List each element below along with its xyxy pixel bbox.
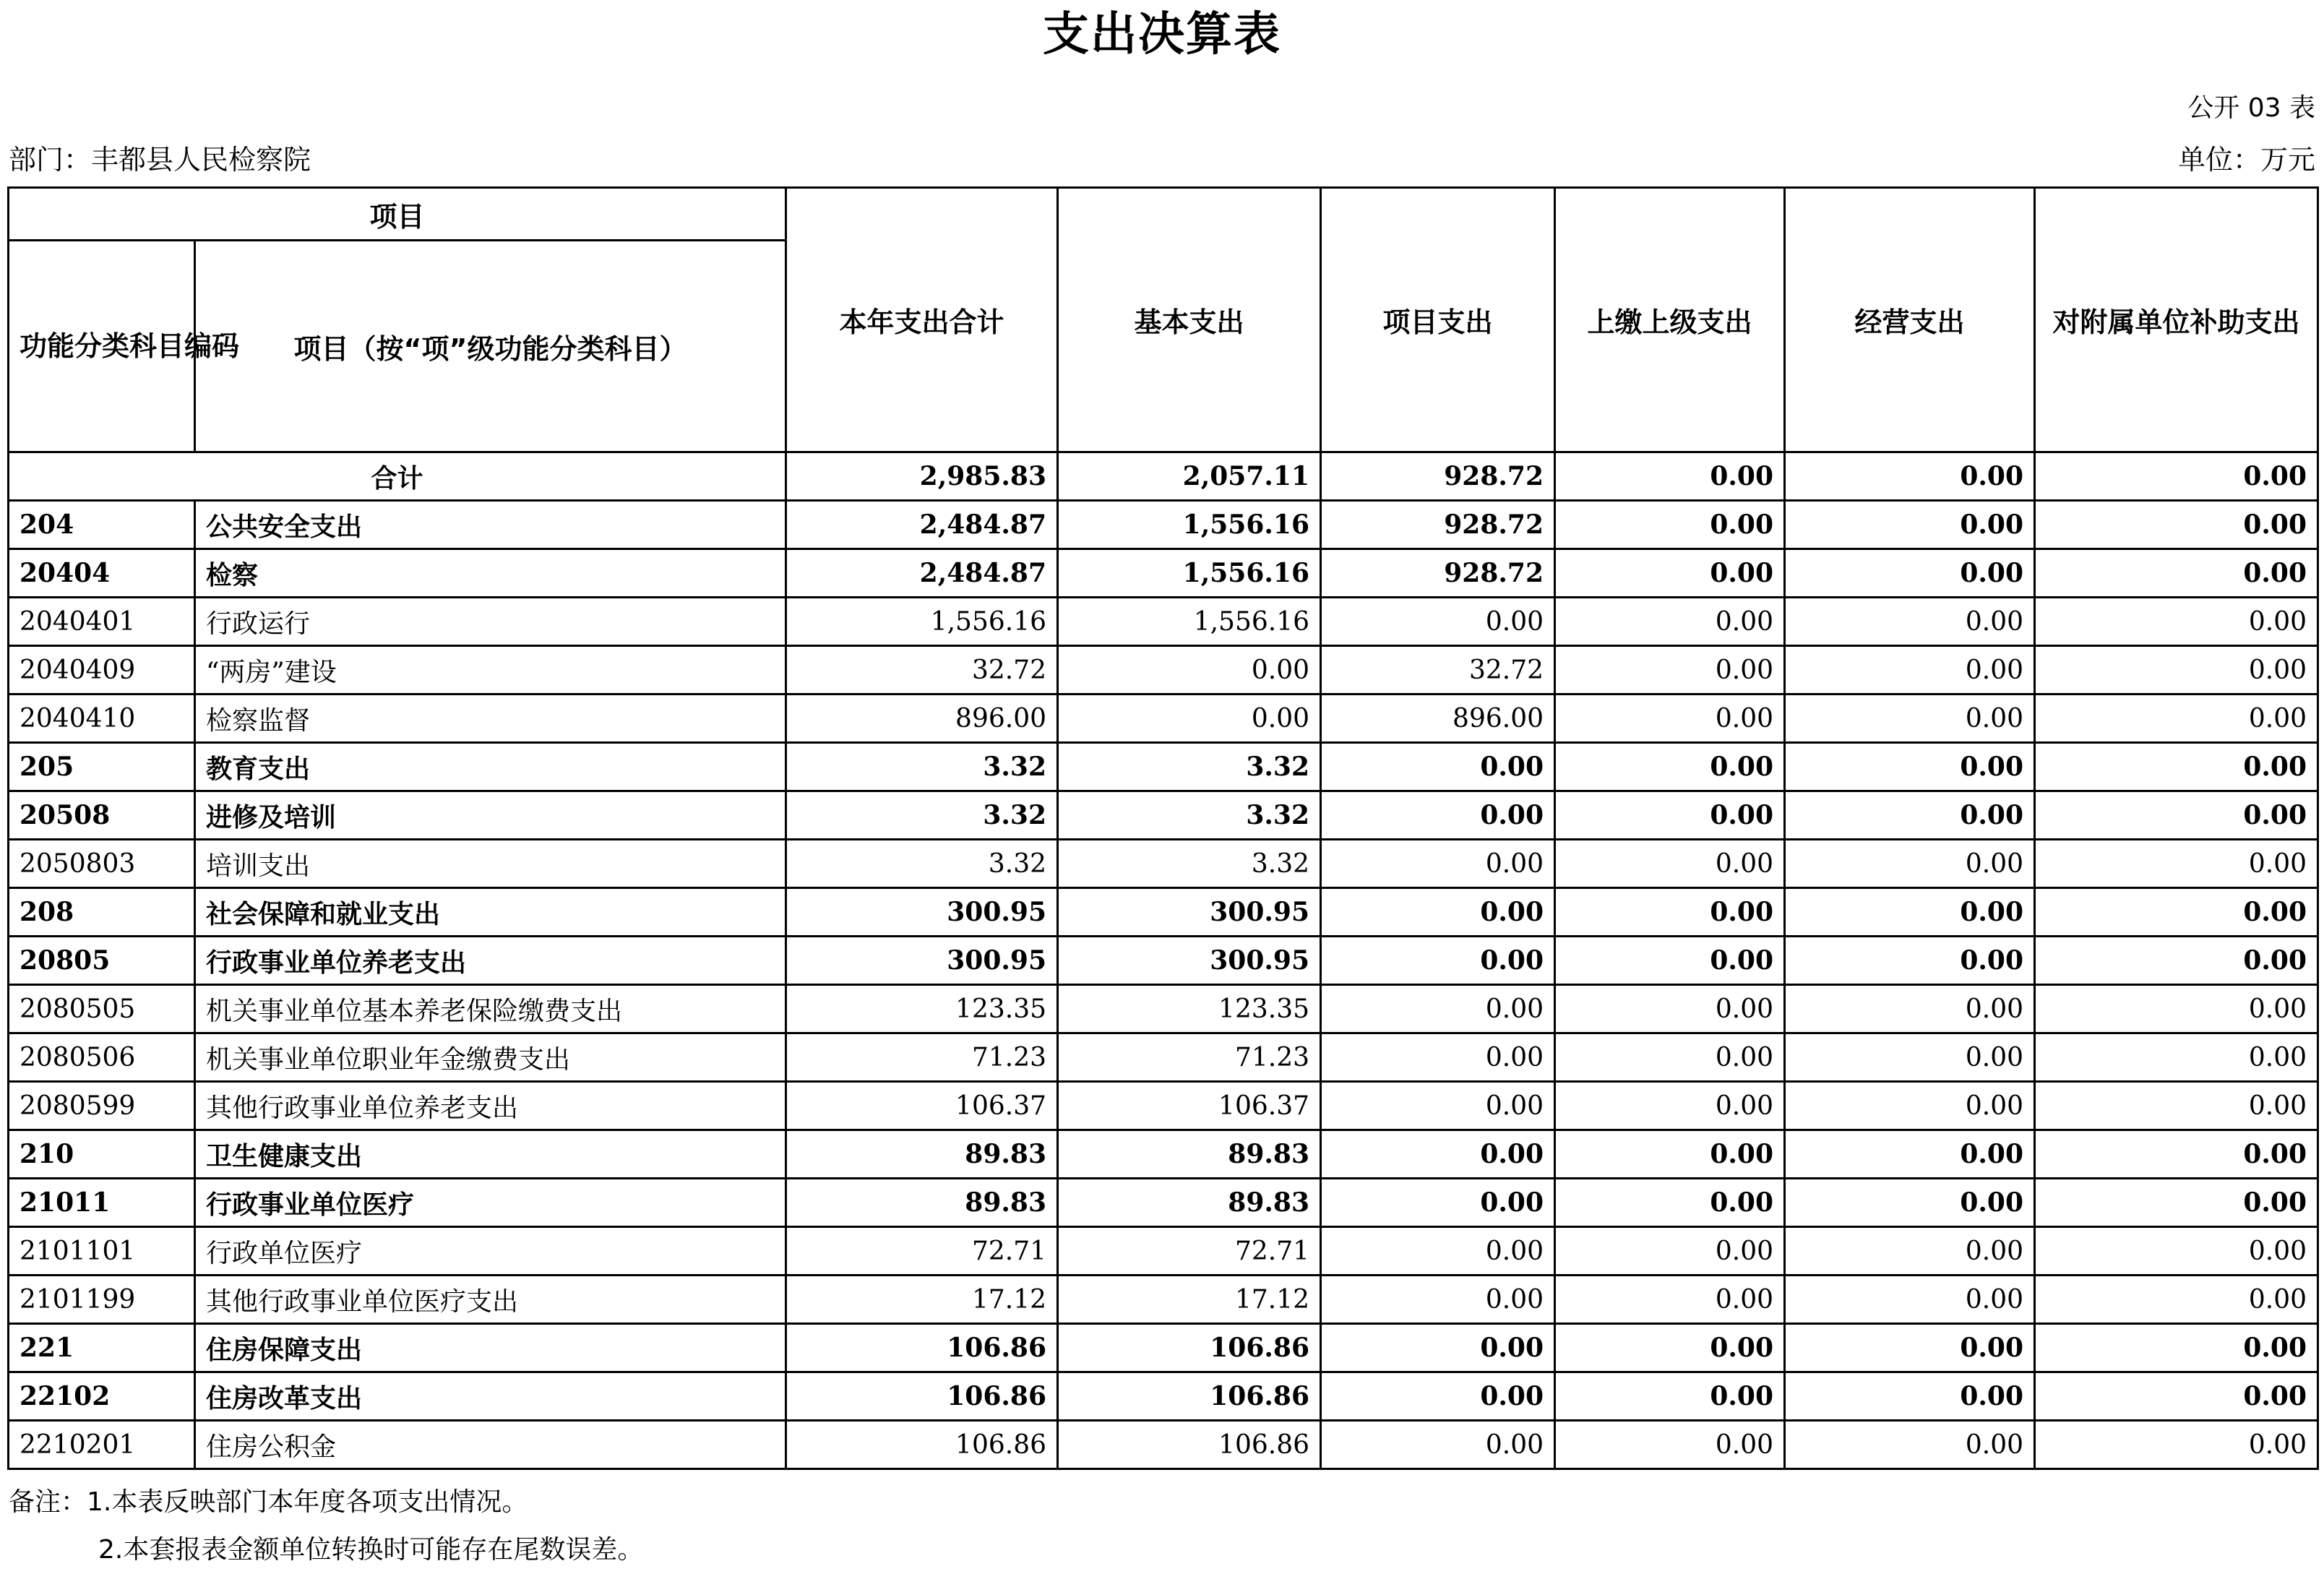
- table-row: [9, 501, 2318, 549]
- code-cell: 2080505: [9, 985, 195, 1033]
- value-cell: 0.00: [2035, 598, 2318, 646]
- value-cell: 0.00: [1785, 743, 2035, 791]
- value-cell: 0.00: [2035, 888, 2318, 937]
- table-row: [9, 1033, 2318, 1082]
- value-cell: 0.00: [1321, 1130, 1555, 1179]
- value-cell: 3.32: [1058, 743, 1321, 791]
- value-cell: 0.00: [1785, 646, 2035, 694]
- total-cell: 0.00: [1785, 452, 2035, 501]
- code-cell: 2040409: [9, 646, 195, 694]
- code-cell: 2101199: [9, 1276, 195, 1324]
- value-cell: 0.00: [1321, 1324, 1555, 1372]
- value-cell: 0.00: [1785, 694, 2035, 743]
- value-cell: 0.00: [2035, 549, 2318, 598]
- value-cell: 0.00: [1555, 791, 1785, 840]
- code-cell: 210: [9, 1130, 195, 1179]
- value-cell: 0.00: [1321, 1082, 1555, 1130]
- value-cell: 0.00: [1785, 791, 2035, 840]
- value-cell: 3.32: [786, 840, 1058, 888]
- table-row: [9, 1372, 2318, 1421]
- value-cell: 0.00: [1555, 985, 1785, 1033]
- value-cell: 106.37: [1058, 1082, 1321, 1130]
- value-cell: 106.37: [786, 1082, 1058, 1130]
- total-cell: 928.72: [1321, 452, 1555, 501]
- code-cell: 2040401: [9, 598, 195, 646]
- value-cell: 1,556.16: [1058, 598, 1321, 646]
- name-cell: 教育支出: [195, 743, 786, 791]
- value-cell: 89.83: [1058, 1179, 1321, 1227]
- value-cell: 0.00: [1785, 1227, 2035, 1276]
- code-cell: 2210201: [9, 1421, 195, 1469]
- code-cell: 2080599: [9, 1082, 195, 1130]
- value-cell: 89.83: [786, 1130, 1058, 1179]
- name-cell: 机关事业单位职业年金缴费支出: [195, 1033, 786, 1082]
- value-cell: 106.86: [1058, 1324, 1321, 1372]
- name-cell: 行政事业单位医疗: [195, 1179, 786, 1227]
- header-subsidy: 对附属单位补助支出: [2035, 188, 2318, 452]
- value-cell: 0.00: [2035, 1421, 2318, 1469]
- code-cell: 2101101: [9, 1227, 195, 1276]
- header-name: 项目（按“项”级功能分类科目）: [195, 241, 786, 452]
- table-row: [9, 694, 2318, 743]
- value-cell: 3.32: [1058, 791, 1321, 840]
- value-cell: 0.00: [1785, 501, 2035, 549]
- value-cell: 0.00: [1555, 549, 1785, 598]
- value-cell: 17.12: [1058, 1276, 1321, 1324]
- value-cell: 0.00: [1555, 1082, 1785, 1130]
- value-cell: 3.32: [786, 743, 1058, 791]
- value-cell: 1,556.16: [1058, 549, 1321, 598]
- value-cell: 928.72: [1321, 501, 1555, 549]
- value-cell: 0.00: [1321, 791, 1555, 840]
- value-cell: 89.83: [786, 1179, 1058, 1227]
- value-cell: 0.00: [1785, 598, 2035, 646]
- value-cell: 0.00: [2035, 1082, 2318, 1130]
- value-cell: 106.86: [1058, 1421, 1321, 1469]
- code-cell: 204: [9, 501, 195, 549]
- value-cell: 0.00: [1555, 1324, 1785, 1372]
- value-cell: 0.00: [1321, 743, 1555, 791]
- form-number: 公开 03 表: [2187, 93, 2315, 123]
- value-cell: 0.00: [2035, 1324, 2318, 1372]
- value-cell: 0.00: [1785, 985, 2035, 1033]
- value-cell: 0.00: [1785, 1179, 2035, 1227]
- value-cell: 0.00: [2035, 1033, 2318, 1082]
- value-cell: 123.35: [786, 985, 1058, 1033]
- expenditure-table: [7, 186, 2319, 1470]
- value-cell: 106.86: [1058, 1372, 1321, 1421]
- value-cell: 896.00: [1321, 694, 1555, 743]
- value-cell: 71.23: [786, 1033, 1058, 1082]
- table-row: [9, 646, 2318, 694]
- table-row: [9, 1421, 2318, 1469]
- table-row: [9, 888, 2318, 937]
- value-cell: 0.00: [1321, 937, 1555, 985]
- value-cell: 1,556.16: [1058, 501, 1321, 549]
- code-cell: 221: [9, 1324, 195, 1372]
- header-code: 功能分类科目编码: [9, 241, 195, 452]
- value-cell: 0.00: [2035, 743, 2318, 791]
- value-cell: 0.00: [1785, 1033, 2035, 1082]
- note-line-1: 备注：1.本表反映部门本年度各项支出情况。: [9, 1487, 528, 1517]
- table-row: [9, 598, 2318, 646]
- value-cell: 0.00: [1785, 1372, 2035, 1421]
- name-cell: 培训支出: [195, 840, 786, 888]
- value-cell: 300.95: [1058, 937, 1321, 985]
- value-cell: 896.00: [786, 694, 1058, 743]
- value-cell: 0.00: [1321, 1276, 1555, 1324]
- value-cell: 106.86: [786, 1324, 1058, 1372]
- value-cell: 0.00: [2035, 985, 2318, 1033]
- value-cell: 0.00: [1555, 888, 1785, 937]
- value-cell: 0.00: [1555, 501, 1785, 549]
- value-cell: 0.00: [2035, 694, 2318, 743]
- value-cell: 0.00: [1555, 840, 1785, 888]
- value-cell: 0.00: [2035, 840, 2318, 888]
- unit-label: 单位：万元: [2177, 144, 2315, 176]
- table-row: [9, 937, 2318, 985]
- total-cell: 2,985.83: [786, 452, 1058, 501]
- value-cell: 0.00: [2035, 1130, 2318, 1179]
- value-cell: 928.72: [1321, 549, 1555, 598]
- value-cell: 0.00: [1555, 646, 1785, 694]
- name-cell: 进修及培训: [195, 791, 786, 840]
- value-cell: 0.00: [1785, 1082, 2035, 1130]
- value-cell: 0.00: [1785, 937, 2035, 985]
- value-cell: 0.00: [1785, 1276, 2035, 1324]
- value-cell: 0.00: [1321, 840, 1555, 888]
- value-cell: 0.00: [1555, 1179, 1785, 1227]
- table-row: [9, 1179, 2318, 1227]
- value-cell: 0.00: [1321, 1227, 1555, 1276]
- table-row: [9, 1324, 2318, 1372]
- value-cell: 0.00: [1321, 1033, 1555, 1082]
- value-cell: 1,556.16: [786, 598, 1058, 646]
- value-cell: 0.00: [1555, 1276, 1785, 1324]
- note-line-2: 2.本套报表金额单位转换时可能存在尾数误差。: [98, 1535, 644, 1565]
- name-cell: 卫生健康支出: [195, 1130, 786, 1179]
- value-cell: 3.32: [786, 791, 1058, 840]
- code-cell: 20404: [9, 549, 195, 598]
- value-cell: 300.95: [1058, 888, 1321, 937]
- value-cell: 0.00: [1555, 1227, 1785, 1276]
- value-cell: 0.00: [1321, 888, 1555, 937]
- code-cell: 2080506: [9, 1033, 195, 1082]
- value-cell: 0.00: [1555, 694, 1785, 743]
- table-row: [9, 791, 2318, 840]
- value-cell: 300.95: [786, 937, 1058, 985]
- code-cell: 22102: [9, 1372, 195, 1421]
- header-business: 经营支出: [1785, 188, 2035, 452]
- value-cell: 0.00: [2035, 937, 2318, 985]
- value-cell: 89.83: [1058, 1130, 1321, 1179]
- value-cell: 123.35: [1058, 985, 1321, 1033]
- table-row: [9, 1227, 2318, 1276]
- value-cell: 0.00: [2035, 1276, 2318, 1324]
- total-cell: 2,057.11: [1058, 452, 1321, 501]
- value-cell: 0.00: [1555, 743, 1785, 791]
- value-cell: 0.00: [1555, 1033, 1785, 1082]
- value-cell: 0.00: [1785, 1130, 2035, 1179]
- value-cell: 3.32: [1058, 840, 1321, 888]
- header-project-expenditure: 项目支出: [1321, 188, 1555, 452]
- total-label: 合计: [9, 452, 786, 501]
- value-cell: 0.00: [2035, 1227, 2318, 1276]
- table-row: [9, 549, 2318, 598]
- name-cell: 机关事业单位基本养老保险缴费支出: [195, 985, 786, 1033]
- name-cell: 其他行政事业单位养老支出: [195, 1082, 786, 1130]
- name-cell: 其他行政事业单位医疗支出: [195, 1276, 786, 1324]
- value-cell: 32.72: [1321, 646, 1555, 694]
- value-cell: 0.00: [1785, 888, 2035, 937]
- value-cell: 2,484.87: [786, 549, 1058, 598]
- value-cell: 0.00: [1555, 598, 1785, 646]
- table-row: [9, 1130, 2318, 1179]
- name-cell: 住房改革支出: [195, 1372, 786, 1421]
- name-cell: 检察: [195, 549, 786, 598]
- total-cell: 0.00: [2035, 452, 2318, 501]
- header-basic: 基本支出: [1058, 188, 1321, 452]
- table-row: [9, 840, 2318, 888]
- value-cell: 0.00: [1321, 598, 1555, 646]
- name-cell: 住房公积金: [195, 1421, 786, 1469]
- value-cell: 0.00: [1555, 1372, 1785, 1421]
- name-cell: 行政事业单位养老支出: [195, 937, 786, 985]
- table-body: [9, 452, 2318, 1469]
- name-cell: “两房”建设: [195, 646, 786, 694]
- total-row: [9, 452, 2318, 501]
- value-cell: 71.23: [1058, 1033, 1321, 1082]
- total-cell: 0.00: [1555, 452, 1785, 501]
- value-cell: 0.00: [1785, 1421, 2035, 1469]
- code-cell: 2050803: [9, 840, 195, 888]
- value-cell: 17.12: [786, 1276, 1058, 1324]
- table-row: [9, 1082, 2318, 1130]
- value-cell: 0.00: [2035, 501, 2318, 549]
- value-cell: 106.86: [786, 1372, 1058, 1421]
- name-cell: 公共安全支出: [195, 501, 786, 549]
- page-title: 支出决算表: [1043, 7, 1281, 61]
- name-cell: 住房保障支出: [195, 1324, 786, 1372]
- value-cell: 0.00: [1058, 646, 1321, 694]
- value-cell: 0.00: [1555, 937, 1785, 985]
- department-label: 部门：丰都县人民检察院: [9, 144, 311, 176]
- value-cell: 0.00: [1555, 1421, 1785, 1469]
- value-cell: 0.00: [1321, 985, 1555, 1033]
- value-cell: 106.86: [786, 1421, 1058, 1469]
- value-cell: 0.00: [2035, 791, 2318, 840]
- value-cell: 0.00: [1321, 1179, 1555, 1227]
- header-total: 本年支出合计: [786, 188, 1058, 452]
- code-cell: 2040410: [9, 694, 195, 743]
- name-cell: 社会保障和就业支出: [195, 888, 786, 937]
- header-upper: 上缴上级支出: [1555, 188, 1785, 452]
- name-cell: 行政单位医疗: [195, 1227, 786, 1276]
- value-cell: 0.00: [1058, 694, 1321, 743]
- code-cell: 208: [9, 888, 195, 937]
- value-cell: 0.00: [2035, 1372, 2318, 1421]
- code-cell: 21011: [9, 1179, 195, 1227]
- name-cell: 行政运行: [195, 598, 786, 646]
- value-cell: 300.95: [786, 888, 1058, 937]
- value-cell: 2,484.87: [786, 501, 1058, 549]
- code-cell: 20805: [9, 937, 195, 985]
- table-row: [9, 985, 2318, 1033]
- notes: [9, 1479, 643, 1574]
- value-cell: 0.00: [1785, 549, 2035, 598]
- value-cell: 72.71: [786, 1227, 1058, 1276]
- value-cell: 32.72: [786, 646, 1058, 694]
- value-cell: 0.00: [1785, 1324, 2035, 1372]
- table-row: [9, 743, 2318, 791]
- value-cell: 0.00: [2035, 1179, 2318, 1227]
- value-cell: 0.00: [1321, 1421, 1555, 1469]
- value-cell: 0.00: [1785, 840, 2035, 888]
- code-cell: 205: [9, 743, 195, 791]
- code-cell: 20508: [9, 791, 195, 840]
- value-cell: 0.00: [2035, 646, 2318, 694]
- name-cell: 检察监督: [195, 694, 786, 743]
- value-cell: 0.00: [1321, 1372, 1555, 1421]
- value-cell: 0.00: [1555, 1130, 1785, 1179]
- table-row: [9, 1276, 2318, 1324]
- value-cell: 72.71: [1058, 1227, 1321, 1276]
- header-project: 项目: [9, 188, 786, 241]
